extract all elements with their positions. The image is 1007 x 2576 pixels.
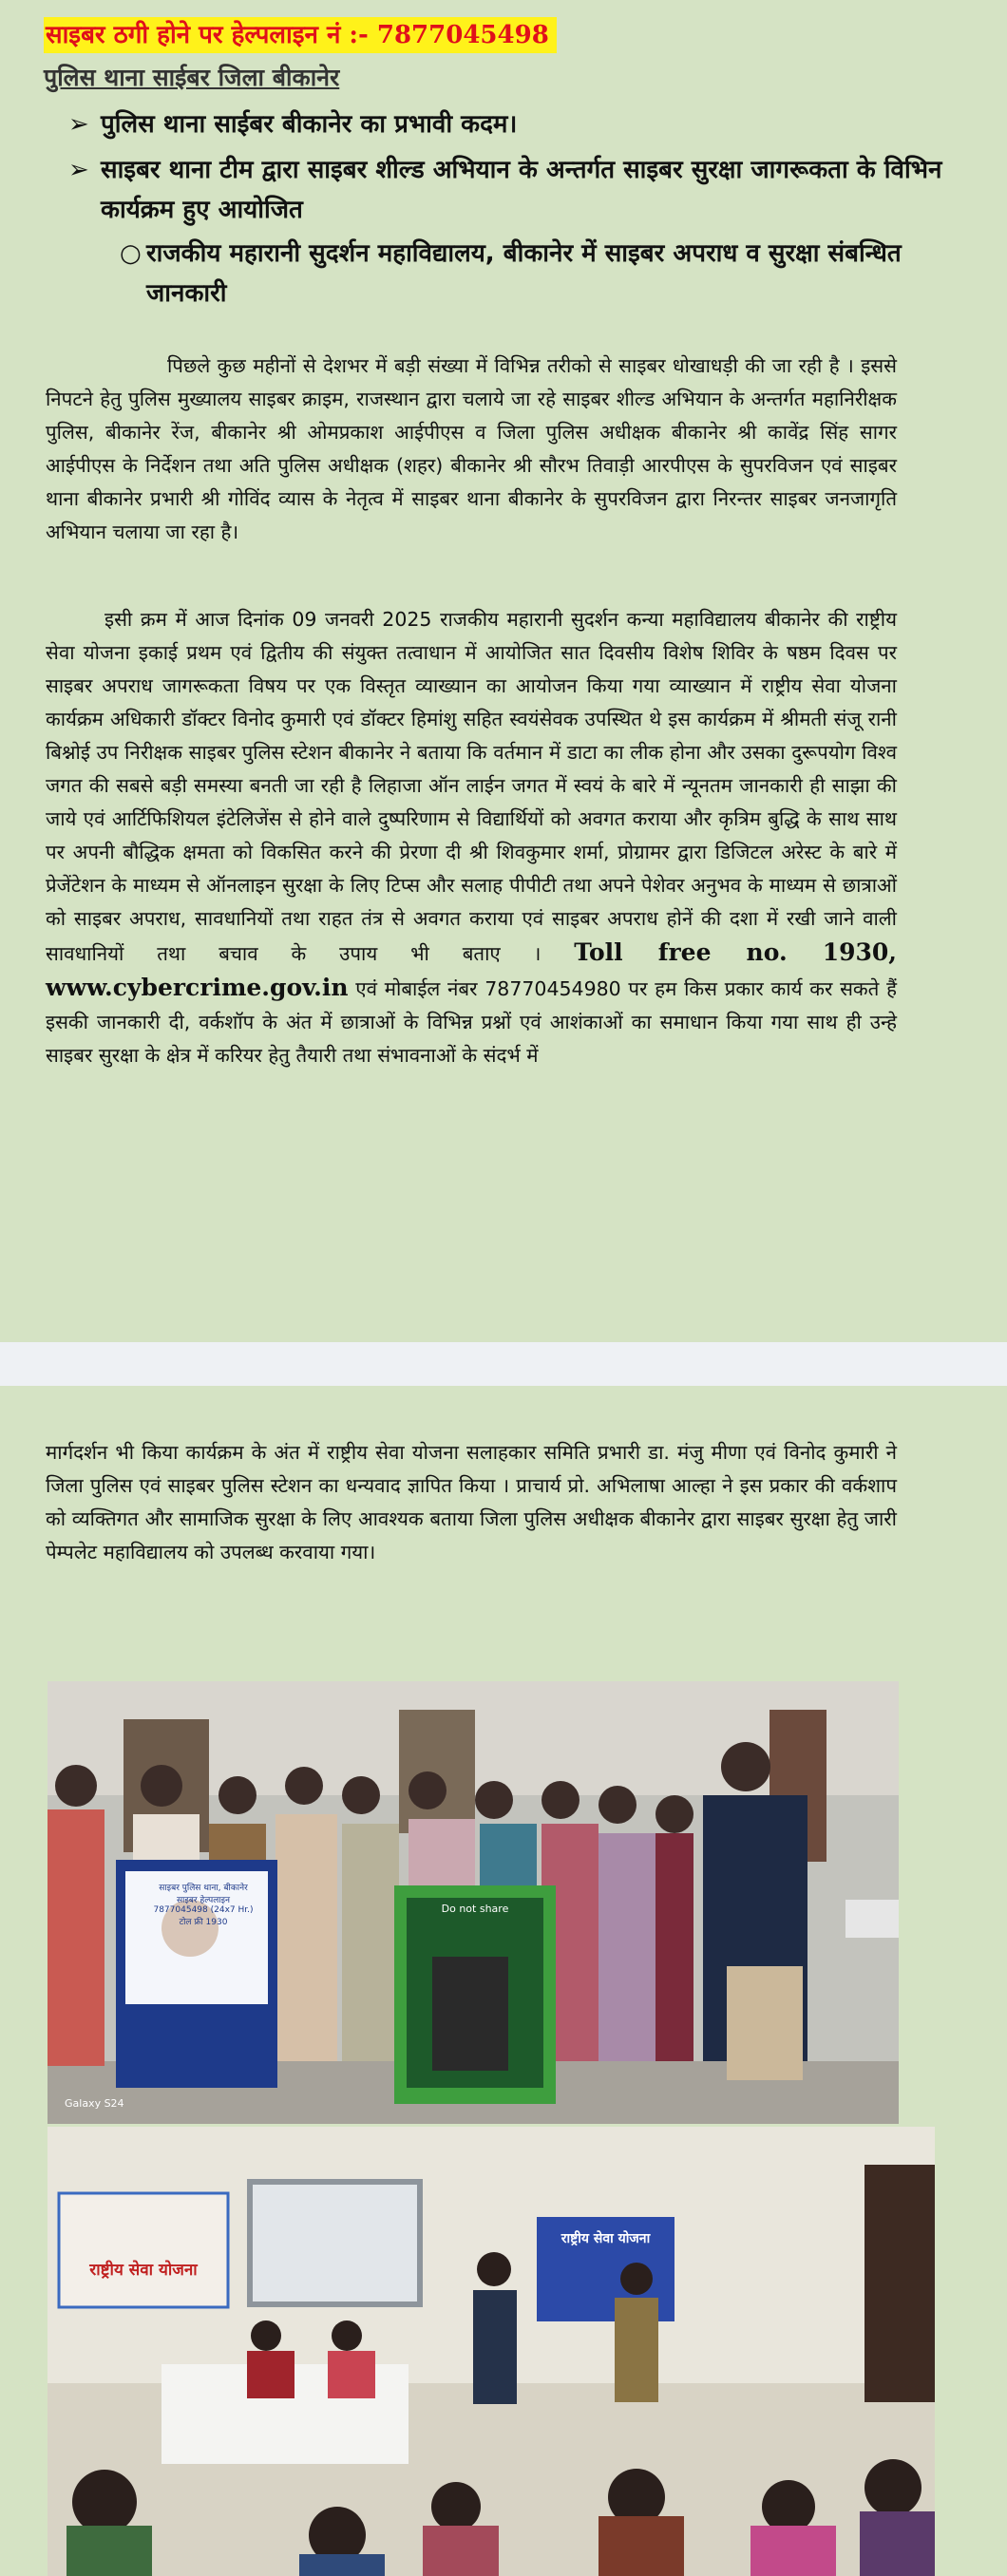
paragraph-text: एवं मोबाईल नंबर 78770454980 पर हम किस प्रकार कार्य कर सकते हैं इसकी जानकारी दी, वर्कशॉप के अंत में छात्राओं के विभिन्न प्रश्नों एवं आशंकाओं का समाधान किया गया साथ ही उन्हे साइबर सुरक्षा के क्षेत्र में करियर हेतु तैयारी तथा संभावनाओं के संदर्भ में <box>46 977 897 1067</box>
station-heading: पुलिस थाना साईबर जिला बीकानेर <box>44 64 340 91</box>
poster-right-heading: Do not share <box>441 1903 509 1915</box>
bullet-text: साइबर थाना टीम द्वारा साइबर शील्ड अभियान के अन्तर्गत साइबर सुरक्षा जागरूकता के विभिन कार्यक्रम हुए आयोजित <box>101 156 942 224</box>
body-paragraph <box>46 603 897 1072</box>
sub-bullet-item <box>120 234 937 313</box>
event-photo-group <box>48 1681 899 2124</box>
page-separator <box>0 1342 1007 1386</box>
camera-watermark: Galaxy S24 <box>65 2097 124 2110</box>
poster-left-text: साइबर पुलिस थाना, बीकानेर साइबर हेल्पलाइन 7877045498 (24x7 Hr.) टोल फ्री 1930 <box>153 1884 254 1927</box>
banner-right-text: राष्ट्रीय सेवा योजना <box>560 2231 651 2246</box>
website-link[interactable]: www.cybercrime.gov.in <box>46 974 349 1001</box>
bullet-item <box>68 150 942 230</box>
bullet-text: पुलिस थाना साईबर बीकानेर का प्रभावी कदम। <box>101 110 518 139</box>
bullet-item <box>68 104 980 144</box>
body-paragraph: मार्गदर्शन भी किया कार्यक्रम के अंत में राष्ट्रीय सेवा योजना सलाहकार समिति प्रभारी डा. मंजु मीणा एवं विनोद कुमारी ने जिला पुलिस एवं साइबर पुलिस स्टेशन का धन्यवाद ज्ञापित किया । प्राचार्य प्रो. अभिलाषा आल्हा ने इस प्रकार की वर्कशाप को व्यक्तिगत और सामाजिक सुरक्षा के लिए आवश्यक बताया जिला पुलिस अधीक्षक बीकानेर द्वारा साइबर सुरक्षा हेतु जारी पेम्पलेट महाविद्यालय को उपलब्ध करवाया गया। <box>46 1441 897 1563</box>
bullet-text: राजकीय महारानी सुदर्शन महाविद्यालय, बीकानेर में साइबर अपराध व सुरक्षा संबन्धित जानकारी <box>146 239 902 308</box>
circle-bullet-icon: ○ <box>120 239 142 268</box>
event-photo-classroom <box>48 2127 935 2576</box>
helpline-banner: साइबर ठगी होने पर हेल्पलाइन नं :- 7877045498 <box>44 17 557 53</box>
arrow-bullet-icon: ➢ <box>68 110 89 139</box>
arrow-bullet-icon: ➢ <box>68 156 89 184</box>
toll-free-number: Toll free no. 1930, <box>574 938 897 966</box>
body-paragraph: पिछले कुछ महीनों से देशभर में बड़ी संख्या में विभिन्न तरीको से साइबर धोखाधड़ी की जा रही है । इससे निपटने हेतु पुलिस मुख्यालय साइबर क्राइम, राजस्थान द्वारा चलाये जा रहे साइबर शील्ड अभियान के अन्तर्गत महानिरीक्षक पुलिस, बीकानेर रेंज, बीकानेर श्री ओमप्रकाश आईपीएस व जिला पुलिस अधीक्षक बीकानेर श्री कावेंद्र सिंह सागर आईपीएस के निर्देशन तथा अति पुलिस अधीक्षक (शहर) बीकानेर श्री सौरभ तिवाड़ी आरपीएस के सुपरविजन एवं साइबर थाना बीकानेर प्रभारी श्री गोविंद व्यास के नेतृत्व में साइबर थाना बीकानेर के सुपरविजन द्वारा निरन्तर साइबर जनजागृति अभियान चलाया जा रहा है। <box>46 354 897 543</box>
paragraph-text: इसी क्रम में आज दिनांक 09 जनवरी 2025 राजकीय महारानी सुदर्शन कन्या महाविद्यालय बीकानेर की राष्ट्रीय सेवा योजना इकाई प्रथम एवं द्वितीय की संयुक्त तत्वाधान में आयोजित सात दिवसीय विशेष शिविर के षष्ठम दिवस पर साइबर अपराध जागरूकता विषय पर एक विस्तृत व्याख्यान का आयोजन किया गया व्याख्यान में राष्ट्रीय सेवा योजना कार्यक्रम अधिकारी डॉक्टर विनोद कुमारी एवं डॉक्टर हिमांशु सहित स्वयंसेवक उपस्थित थे इस कार्यक्रम में श्रीमती संजू रानी बिश्नोई उप निरीक्षक साइबर पुलिस स्टेशन बीकानेर ने बताया कि वर्तमान में डाटा का लीक होना और उसका दुरूपयोग विश्व जगत की सबसे बड़ी समस्या बनती जा रही है लिहाजा ऑन लाईन जगत में स्वयं के बारे में न्यूनतम जानकारी ही साझा की जाये एवं आर्टिफिशियल इंटेलिजेंस से होने वाले दुष्परिणाम से विद्यार्थियों को अवगत कराया और कृत्रिम बुद्धि के साथ साथ पर अपनी बौद्धिक क्षमता को विकसित करने की प्रेरणा दी श्री शिवकुमार शर्मा, प्रोग्रामर द्वारा डिजिटल अरेस्ट के बारे में प्रेजेंटेशन के माध्यम से ऑनलाइन सुरक्षा के लिए टिप्स और सलाह पीपीटी तथा अपने पेशेवर अनुभव के माध्यम से छात्राओं को साइबर अपराध, सावधानियों तथा राहत तंत्र से अवगत कराया एवं साइबर अपराध होनें की दशा में रखी जाने वाली सावधानियों तथा बचाव के उपाय भी बताए । <box>46 608 897 965</box>
banner-left-text: राष्ट्रीय सेवा योजना <box>89 2261 198 2280</box>
